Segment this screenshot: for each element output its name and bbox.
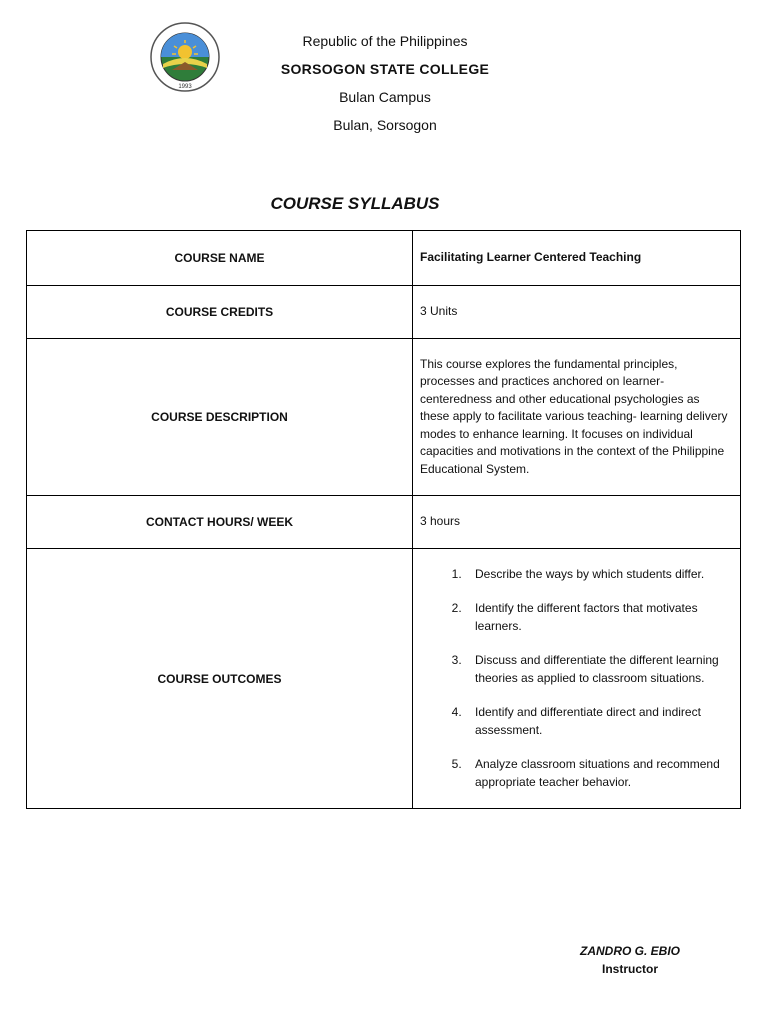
outcomes-list (420, 566, 732, 792)
signature-name: ZANDRO G. EBIO (579, 944, 680, 958)
svg-text:1993: 1993 (178, 84, 192, 90)
list-item: 5. Analyze classroom situations and recommend appropriate teacher behavior. (465, 756, 732, 791)
list-item: 2. Identify the different factors that motivates learners. (465, 600, 732, 635)
list-item: 4. Identify and differentiate direct and indirect assessment. (465, 704, 732, 739)
header-college-name: SORSOGON STATE COLLEGE (280, 61, 490, 77)
contact-hours-value: 3 hours (413, 496, 741, 549)
course-credits-label: COURSE CREDITS (27, 286, 413, 339)
table-row (27, 286, 741, 339)
course-name-label: COURSE NAME (27, 231, 413, 286)
document-title: COURSE SYLLABUS (270, 194, 440, 213)
header-location: Bulan, Sorsogon (333, 117, 437, 133)
table-row (27, 496, 741, 549)
header-country: Republic of the Philippines (302, 33, 468, 49)
table-row (27, 549, 741, 809)
course-outcomes-label: COURSE OUTCOMES (27, 549, 413, 809)
course-description-label: COURSE DESCRIPTION (27, 339, 413, 496)
list-item: 3. Discuss and differentiate the different learning theories as applied to classroom situations. (465, 652, 732, 687)
college-seal-logo (150, 22, 220, 92)
course-name-value: Facilitating Learner Centered Teaching (413, 231, 741, 286)
table-row (27, 231, 741, 286)
course-outcomes-value (413, 549, 741, 809)
syllabus-table (26, 230, 741, 809)
header-campus: Bulan Campus (339, 89, 431, 105)
course-credits-value: 3 Units (413, 286, 741, 339)
list-item: 1. Describe the ways by which students differ. (465, 566, 732, 584)
contact-hours-label: CONTACT HOURS/ WEEK (27, 496, 413, 549)
course-description-value: This course explores the fundamental principles, processes and practices anchored on learner-centeredness and other educational psychologies as these apply to facilitate various teaching- learning delivery modes to enhance learning. It focuses on individual capacities and motivations in the context of the Philippine Educational System. (413, 339, 741, 496)
table-row (27, 339, 741, 496)
signature-role: Instructor (601, 962, 658, 976)
